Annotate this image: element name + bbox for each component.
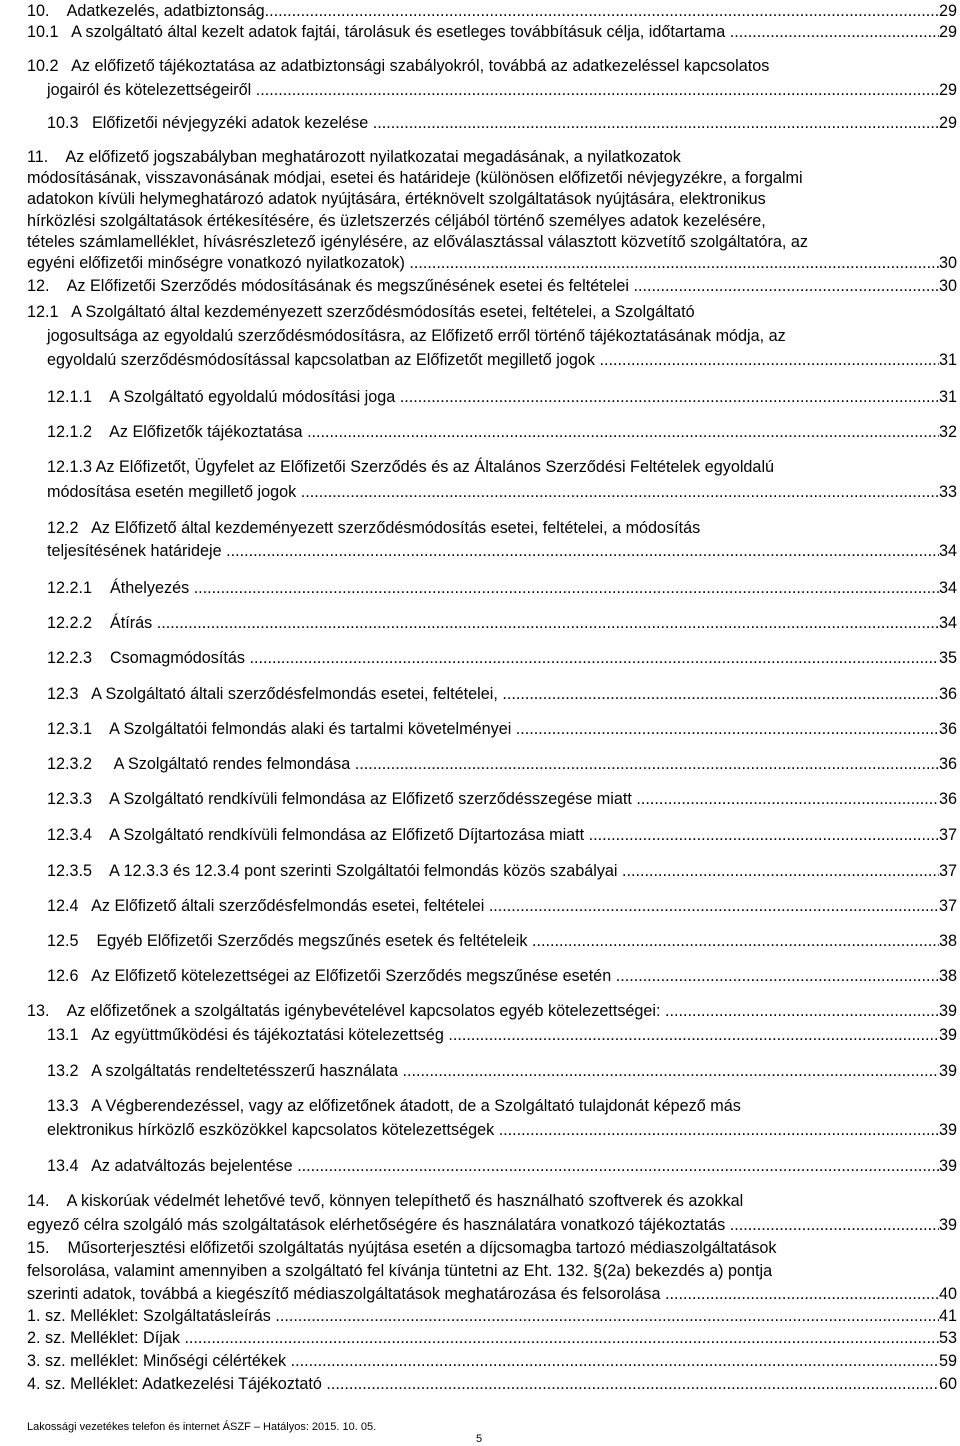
toc-entry-title: 12.2 Az Előfizető által kezdeményezett szerződésmódosítás esetei, feltételei, a módosítás bbox=[47, 519, 701, 537]
toc-entry-page: 37 bbox=[938, 826, 957, 844]
toc-entry-title: 12.1 A Szolgáltató által kezdeményezett szerződésmódosítás esetei, feltételei, a Szolgáltató bbox=[27, 303, 695, 321]
toc-entry-title: 12.1.2 Az Előfizetők tájékoztatása bbox=[47, 423, 308, 441]
toc-entry[interactable] bbox=[0, 1155, 960, 1177]
toc-entry-title: módosítása esetén megillető jogok bbox=[47, 483, 301, 501]
toc-entry[interactable] bbox=[0, 252, 960, 274]
toc-entry[interactable] bbox=[0, 275, 960, 297]
toc-leader-dots bbox=[256, 79, 939, 101]
toc-entry[interactable] bbox=[0, 824, 960, 846]
toc-entry[interactable] bbox=[0, 421, 960, 443]
toc-leader-dots bbox=[409, 252, 939, 274]
toc-entry[interactable] bbox=[0, 349, 960, 371]
toc-entry[interactable] bbox=[0, 1260, 960, 1282]
toc-entry-title: 12.1.3 Az Előfizetőt, Ügyfelet az Előfizetői Szerződés és az Általános Szerződési Feltételek egyoldalú bbox=[47, 458, 775, 476]
toc-entry-title: 15. Műsorterjesztési előfizetői szolgáltatás nyújtása esetén a díjcsomagba tartozó médiaszolgáltatások bbox=[27, 1239, 777, 1257]
toc-entry-page: 53 bbox=[938, 1329, 957, 1347]
toc-leader-dots bbox=[665, 1283, 939, 1305]
toc-entry[interactable] bbox=[0, 1283, 960, 1305]
toc-entry-title: 12.3.3 A Szolgáltató rendkívüli felmondása az Előfizető szerződésszegése miatt bbox=[47, 790, 637, 808]
toc-entry[interactable] bbox=[0, 965, 960, 987]
toc-entry-title: 12.3.1 A Szolgáltatói felmondás alaki és tartalmi követelményei bbox=[47, 720, 516, 738]
toc-entry-title: 13. Az előfizetőnek a szolgáltatás igénybevételével kapcsolatos egyéb kötelezettségei: bbox=[27, 1002, 666, 1020]
toc-entry[interactable] bbox=[0, 895, 960, 917]
toc-entry-page: 36 bbox=[938, 755, 957, 773]
toc-entry-page: 39 bbox=[938, 1157, 957, 1175]
toc-entry-page: 31 bbox=[938, 351, 957, 369]
toc-entry[interactable] bbox=[0, 788, 960, 810]
toc-leader-dots bbox=[502, 683, 939, 705]
toc-leader-dots bbox=[633, 275, 939, 297]
toc-entry[interactable] bbox=[0, 386, 960, 408]
toc-entry-page: 39 bbox=[938, 1121, 957, 1139]
toc-entry-title: 13.4 Az adatváltozás bejelentése bbox=[47, 1157, 298, 1175]
toc-entry-page: 39 bbox=[938, 1216, 957, 1234]
toc-entry-page: 29 bbox=[938, 23, 957, 41]
toc-entry-page: 34 bbox=[938, 579, 957, 597]
toc-entry-title: 12.2.2 Átírás bbox=[47, 614, 157, 632]
toc-entry-title: egyéni előfizetői minőségre vonatkozó nyilatkozatok) bbox=[27, 254, 410, 272]
toc-entry[interactable] bbox=[0, 1190, 960, 1212]
toc-leader-dots bbox=[730, 21, 939, 43]
toc-entry[interactable] bbox=[0, 1327, 960, 1349]
toc-entry-title: tételes számlamelléklet, hívásrészletező igénylésére, az előválasztással választott közvetítő szolgáltatóra, az bbox=[27, 233, 808, 251]
toc-entry-title: 12.3.5 A 12.3.3 és 12.3.4 pont szerinti Szolgáltatói felmondás közös szabályai bbox=[47, 862, 623, 880]
toc-entry[interactable] bbox=[0, 188, 960, 210]
toc-leader-dots bbox=[400, 386, 939, 408]
toc-entry[interactable] bbox=[0, 55, 960, 77]
toc-entry-page: 32 bbox=[938, 423, 957, 441]
toc-leader-dots bbox=[194, 577, 939, 599]
toc-leader-dots bbox=[297, 1155, 939, 1177]
toc-entry-page: 38 bbox=[938, 967, 957, 985]
toc-entry[interactable] bbox=[0, 718, 960, 740]
toc-leader-dots bbox=[402, 1060, 939, 1082]
toc-entry[interactable] bbox=[0, 517, 960, 539]
toc-entry-page: 38 bbox=[938, 932, 957, 950]
toc-entry[interactable] bbox=[0, 683, 960, 705]
toc-leader-dots bbox=[355, 753, 939, 775]
toc-leader-dots bbox=[373, 112, 939, 134]
toc-entry-page: 29 bbox=[938, 81, 957, 99]
toc-entry-title: szerinti adatok, továbbá a kiegészítő médiaszolgáltatások meghatározása és felsorolása bbox=[27, 1285, 665, 1303]
toc-entry[interactable] bbox=[0, 1237, 960, 1259]
toc-entry-page: 36 bbox=[938, 685, 957, 703]
toc-leader-dots bbox=[301, 481, 939, 503]
toc-leader-dots bbox=[589, 824, 939, 846]
toc-entry-page: 60 bbox=[938, 1375, 957, 1393]
toc-entry[interactable] bbox=[0, 79, 960, 101]
toc-entry-title: 12.2.1 Áthelyezés bbox=[47, 579, 194, 597]
toc-leader-dots bbox=[499, 1119, 939, 1141]
toc-entry-title: 3. sz. melléklet: Minőségi célértékek bbox=[27, 1352, 291, 1370]
toc-leader-dots bbox=[622, 860, 939, 882]
toc-leader-dots bbox=[184, 1327, 939, 1349]
toc-entry-title: 12.4 Az Előfizető általi szerződésfelmondás esetei, feltételei bbox=[47, 897, 489, 915]
toc-entry[interactable] bbox=[0, 481, 960, 503]
toc-entry-title: 13.1 Az együttműködési és tájékoztatási kötelezettség bbox=[47, 1026, 449, 1044]
toc-entry-title: 12.3.4 A Szolgáltató rendkívüli felmondása az Előfizető Díjtartozása miatt bbox=[47, 826, 589, 844]
toc-entry-title: 12.6 Az Előfizető kötelezettségei az Előfizetői Szerződés megszűnése esetén bbox=[47, 967, 616, 985]
toc-entry-title: jogosultsága az egyoldalú szerződésmódosításra, az Előfizető erről történő tájékoztatásának módja, az bbox=[47, 327, 786, 345]
toc-entry-title: 13.3 A Végberendezéssel, vagy az előfizetőnek átadott, de a Szolgáltató tulajdonát képező más bbox=[47, 1097, 741, 1115]
toc-entry-title: 12.1.1 A Szolgáltató egyoldalú módosítási joga bbox=[47, 388, 400, 406]
toc-entry-title: adatokon kívüli helymeghatározó adatok nyújtására, értéknövelt szolgáltatások nyújtására, elektronikus bbox=[27, 190, 766, 208]
toc-entry-title: 13.2 A szolgáltatás rendeltetésszerű használata bbox=[47, 1062, 403, 1080]
toc-entry-page: 36 bbox=[938, 790, 957, 808]
toc-leader-dots bbox=[265, 0, 939, 22]
toc-entry-title: 4. sz. Melléklet: Adatkezelési Tájékoztató bbox=[27, 1375, 327, 1393]
toc-entry-page: 35 bbox=[938, 649, 957, 667]
toc-entry-page: 36 bbox=[938, 720, 957, 738]
toc-entry-title: egyoldalú szerződésmódosítással kapcsolatban az Előfizetőt megillető jogok bbox=[47, 351, 600, 369]
footer-text: Lakossági vezetékes telefon és internet ÁSZF – Hatályos: 2015. 10. 05. bbox=[27, 1421, 377, 1433]
toc-leader-dots bbox=[616, 965, 939, 987]
toc-leader-dots bbox=[489, 895, 939, 917]
toc-leader-dots bbox=[665, 1000, 939, 1022]
toc-entry[interactable] bbox=[0, 860, 960, 882]
toc-entry-page: 31 bbox=[938, 388, 957, 406]
toc-leader-dots bbox=[516, 718, 939, 740]
toc-leader-dots bbox=[226, 540, 939, 562]
page-number: 5 bbox=[476, 1433, 483, 1445]
toc-entry-title: 12.2.3 Csomagmódosítás bbox=[47, 649, 250, 667]
toc-leader-dots bbox=[326, 1373, 939, 1395]
toc-entry-title: jogairól és kötelezettségeiről bbox=[47, 81, 256, 99]
toc-entry-title: 11. Az előfizető jogszabályban meghatározott nyilatkozatai megadásának, a nyilatkozatok bbox=[27, 148, 681, 166]
toc-leader-dots bbox=[249, 647, 939, 669]
toc-entry-page: 30 bbox=[938, 254, 957, 272]
toc-leader-dots bbox=[532, 930, 939, 952]
toc-entry[interactable] bbox=[0, 647, 960, 669]
toc-entry-title: módosításának, visszavonásának módjai, esetei és határideje (különösen előfizetői névjegyzékre, a forgalmi bbox=[27, 169, 803, 187]
toc-entry[interactable] bbox=[0, 325, 960, 347]
toc-leader-dots bbox=[730, 1214, 939, 1236]
toc-entry-title: 12.3.2 A Szolgáltató rendes felmondása bbox=[47, 755, 355, 773]
toc-entry-title: 10.2 Az előfizető tájékoztatása az adatbiztonsági szabályokról, továbbá az adatkezeléssel kapcsolatos bbox=[27, 57, 770, 75]
toc-leader-dots bbox=[600, 349, 939, 371]
toc-entry[interactable] bbox=[0, 456, 960, 478]
toc-entry-page: 39 bbox=[938, 1026, 957, 1044]
toc-entry-title: 12. Az Előfizetői Szerződés módosításának és megszűnésének esetei és feltételei bbox=[27, 277, 634, 295]
toc-entry-page: 39 bbox=[938, 1062, 957, 1080]
toc-entry[interactable] bbox=[0, 0, 960, 22]
toc-entry-title: 12.5 Egyéb Előfizetői Szerződés megszűnés esetek és feltételeik bbox=[47, 932, 532, 950]
toc-entry-title: 12.3 A Szolgáltató általi szerződésfelmondás esetei, feltételei, bbox=[47, 685, 503, 703]
toc-entry-title: 14. A kiskorúak védelmét lehetővé tevő, könnyen telepíthető és használható szoftverek és azokkal bbox=[27, 1192, 744, 1210]
toc-entry-page: 39 bbox=[938, 1002, 957, 1020]
toc-leader-dots bbox=[291, 1350, 939, 1372]
toc-entry-page: 33 bbox=[938, 483, 957, 501]
toc-entry-title: 10. Adatkezelés, adatbiztonság bbox=[27, 2, 265, 20]
toc-entry[interactable] bbox=[0, 612, 960, 634]
toc-entry[interactable] bbox=[0, 231, 960, 253]
toc-entry-page: 41 bbox=[938, 1307, 957, 1325]
toc-entry[interactable] bbox=[0, 210, 960, 232]
toc-entry[interactable] bbox=[0, 1373, 960, 1395]
toc-entry[interactable] bbox=[0, 1350, 960, 1372]
toc-entry-page: 29 bbox=[938, 114, 957, 132]
toc-entry[interactable] bbox=[0, 1060, 960, 1082]
toc-entry-title: teljesítésének határideje bbox=[47, 542, 227, 560]
toc-leader-dots bbox=[636, 788, 939, 810]
toc-leader-dots bbox=[307, 421, 939, 443]
toc-entry[interactable] bbox=[0, 540, 960, 562]
toc-entry-page: 37 bbox=[938, 897, 957, 915]
toc-entry[interactable] bbox=[0, 112, 960, 134]
toc-entry[interactable] bbox=[0, 1000, 960, 1022]
toc-entry[interactable] bbox=[0, 1024, 960, 1046]
toc-entry[interactable] bbox=[0, 21, 960, 43]
toc-entry-title: 1. sz. Melléklet: Szolgáltatásleírás bbox=[27, 1307, 276, 1325]
toc-entry-title: felsorolása, valamint amennyiben a szolgáltató fel kívánja tüntetni az Eht. 132. §(2a) bekezdés a) pontja bbox=[27, 1262, 773, 1280]
toc-entry-page: 40 bbox=[938, 1285, 957, 1303]
toc-entry[interactable] bbox=[0, 1214, 960, 1236]
toc-entry-title: hírközlési szolgáltatások értékesítésére, és üzletszerzés céljából történő személyes adatok kezelésére, bbox=[27, 212, 766, 230]
toc-entry-title: egyező célra szolgáló más szolgáltatások elérhetőségére és használatára vonatkozó tájékoztatás bbox=[27, 1216, 730, 1234]
toc-leader-dots bbox=[157, 612, 939, 634]
toc-entry-title: 10.1 A szolgáltató által kezelt adatok fajtái, tárolásuk és esetleges továbbításuk célja, időtartama bbox=[27, 23, 730, 41]
toc-entry[interactable] bbox=[0, 930, 960, 952]
toc-entry[interactable] bbox=[0, 1095, 960, 1117]
toc-entry[interactable] bbox=[0, 301, 960, 323]
toc-leader-dots bbox=[448, 1024, 939, 1046]
toc-entry[interactable] bbox=[0, 1119, 960, 1141]
toc-entry-title: elektronikus hírközlő eszközökkel kapcsolatos kötelezettségek bbox=[47, 1121, 499, 1139]
toc-entry-page: 34 bbox=[938, 542, 957, 560]
toc-entry-page: 59 bbox=[938, 1352, 957, 1370]
toc-entry[interactable] bbox=[0, 167, 960, 189]
toc-entry-title: 10.3 Előfizetői névjegyzéki adatok kezelése bbox=[47, 114, 373, 132]
toc-entry-page: 37 bbox=[938, 862, 957, 880]
toc-entry-page: 29 bbox=[938, 2, 957, 20]
toc-entry[interactable] bbox=[0, 1305, 960, 1327]
toc-entry[interactable] bbox=[0, 146, 960, 168]
toc-entry-title: 2. sz. Melléklet: Díjak bbox=[27, 1329, 185, 1347]
toc-entry-page: 30 bbox=[938, 277, 957, 295]
toc-entry-page: 34 bbox=[938, 614, 957, 632]
toc-entry[interactable] bbox=[0, 577, 960, 599]
toc-leader-dots bbox=[275, 1305, 939, 1327]
toc-entry[interactable] bbox=[0, 753, 960, 775]
